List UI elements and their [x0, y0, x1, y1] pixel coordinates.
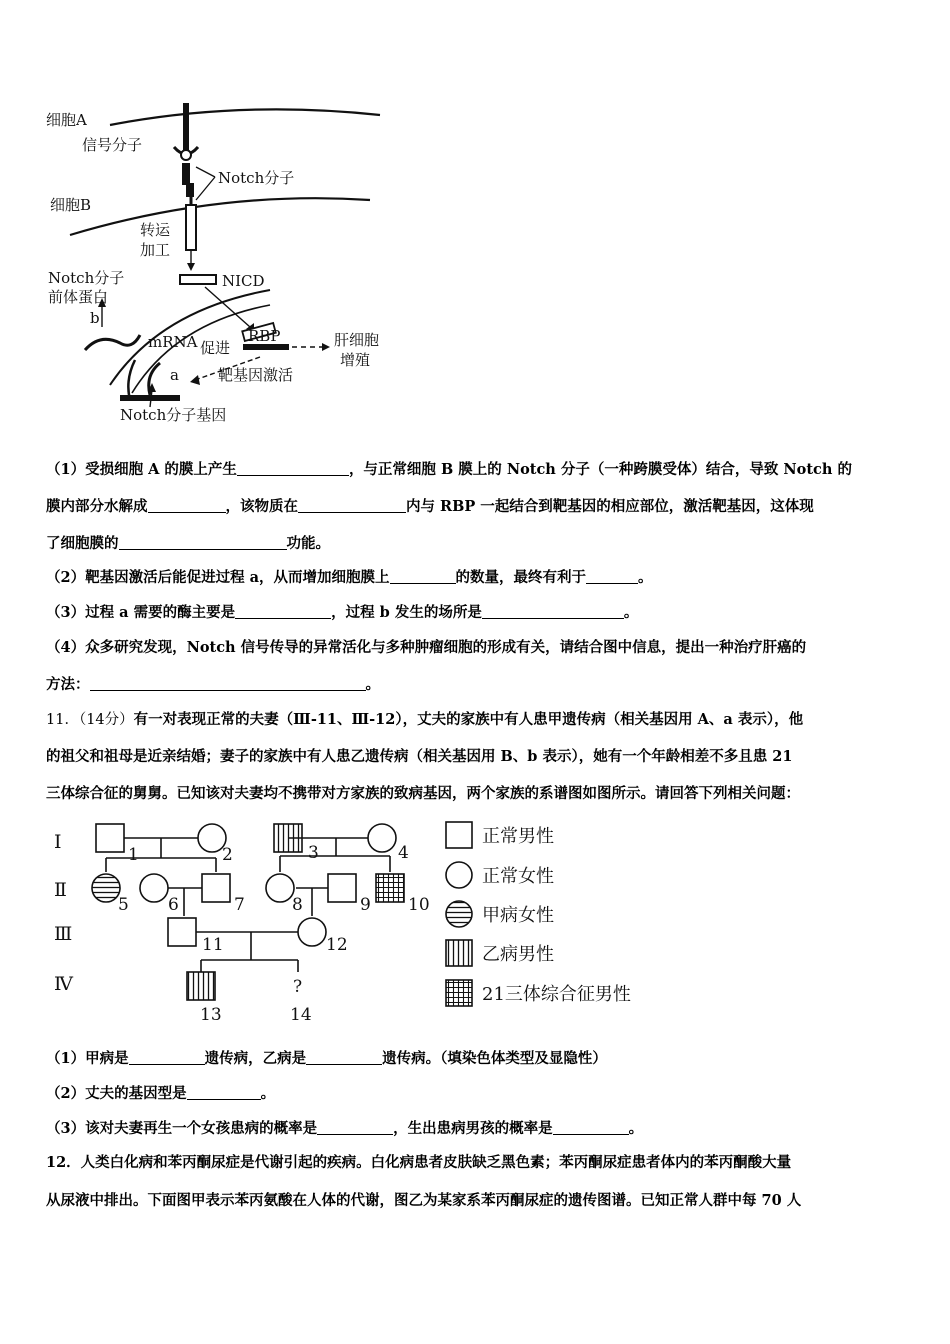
mrna-strand	[85, 335, 140, 350]
cell-a-membrane	[110, 109, 380, 125]
individual-7	[202, 874, 230, 902]
notch-gene	[120, 395, 180, 401]
id-label: 5	[118, 895, 129, 915]
legend-normal-female	[446, 862, 472, 888]
id-label: 8	[292, 895, 303, 915]
answer-blank[interactable]	[237, 460, 349, 476]
promote-label: 促进	[200, 339, 231, 357]
q10-line-6: （4）众多研究发现，Notch 信号传导的异常活化与多种肿瘤细胞的形成有关，请结合图中信息，提出一种治疗肝癌的	[46, 639, 807, 656]
q11-line-3: 三体综合征的舅舅。已知该对夫妻均不携带对方家族的致病基因，两个家族的系谱图如图所示。请回答下列相关问题：	[46, 785, 800, 802]
id-label: 6	[168, 895, 179, 915]
legend-label: 乙病男性	[482, 944, 554, 965]
liver-label-1: 肝细胞	[334, 331, 380, 349]
id-label: 11	[202, 935, 224, 955]
signal-label: 信号分子	[82, 136, 143, 154]
q10-line-7: 方法： 。	[46, 676, 380, 693]
q12-line-1: 12．人类白化病和苯丙酮尿症是代谢引起的疾病。白化病患者皮肤缺乏黑色素；苯丙酮尿症患者体内的苯丙酮酸大量	[46, 1154, 792, 1171]
q11-sub-3: （3）该对夫妻再生一个女孩患病的概率是 ，生出患病男孩的概率是 。	[46, 1120, 644, 1137]
id-label: 12	[326, 935, 348, 955]
notch-transmembrane	[186, 205, 196, 250]
legend-label: 正常女性	[482, 866, 554, 887]
id-label: 13	[200, 1005, 222, 1025]
generation-label: Ⅳ	[54, 973, 73, 995]
id-label: 9	[360, 895, 371, 915]
individual-6	[140, 874, 168, 902]
individual-1	[96, 824, 124, 852]
q10-line-4: （2）靶基因激活后能促进过程 a，从而增加细胞膜上 的数量，最终有利于 。	[46, 569, 653, 586]
cell-b-label: 细胞B	[50, 196, 92, 214]
gene-label: Notch分子基因	[120, 406, 227, 424]
q10-line-5: （3）过程 a 需要的酶主要是 ，过程 b 发生的场所是 。	[46, 604, 639, 621]
precursor-label-1: Notch分子	[48, 269, 125, 287]
unknown-label: ?	[293, 977, 303, 997]
generation-label: Ⅱ	[54, 879, 67, 901]
id-label: 14	[290, 1005, 312, 1025]
cell-b-membrane	[70, 198, 370, 235]
answer-blank[interactable]	[298, 497, 406, 513]
nicd-label: NICD	[222, 272, 265, 290]
signal-molecule	[183, 103, 189, 151]
q12-line-2: 从尿液中排出。下面图甲表示苯丙氨酸在人体的代谢，图乙为某家系苯丙酮尿症的遗传图谱。已知正常人群中每 70 人	[46, 1192, 802, 1209]
generation-label: Ⅰ	[54, 831, 62, 853]
answer-blank[interactable]	[553, 1119, 629, 1135]
individual-9	[328, 874, 356, 902]
legend-label: 甲病女性	[482, 905, 554, 926]
answer-blank[interactable]	[317, 1119, 393, 1135]
legend-disease-b-male	[446, 940, 472, 966]
answer-blank[interactable]	[306, 1049, 382, 1065]
a-label: a	[170, 366, 179, 384]
precursor-label-2: 前体蛋白	[48, 288, 109, 306]
transport-label-2: 加工	[140, 241, 171, 259]
liver-label-2: 增殖	[340, 351, 371, 369]
individual-12	[298, 918, 326, 946]
b-label: b	[90, 309, 100, 327]
legend-normal-male	[446, 822, 472, 848]
nicd-molecule	[180, 275, 216, 284]
individual-11	[168, 918, 196, 946]
legend-label: 正常男性	[482, 826, 554, 847]
answer-blank[interactable]	[187, 1084, 261, 1100]
id-label: 4	[398, 843, 409, 863]
answer-blank[interactable]	[119, 534, 287, 550]
individual-8	[266, 874, 294, 902]
q10-line-2: 膜内部分水解成 ，该物质在 内与 RBP 一起结合到靶基因的相应部位，激活靶基因，这体现	[46, 498, 814, 515]
target-label: 靶基因激活	[218, 366, 294, 384]
cell-a-label: 细胞A	[46, 111, 87, 129]
id-label: 10	[408, 895, 430, 915]
q11-sub-1: （1）甲病是 遗传病，乙病是 遗传病。（填染色体类型及显隐性）	[46, 1050, 607, 1067]
legend-disease-a-female	[446, 901, 472, 927]
individual-13	[187, 972, 215, 1000]
pedigree-chart	[46, 810, 666, 1035]
answer-blank[interactable]	[390, 568, 456, 584]
notch-signaling-diagram	[40, 95, 400, 440]
answer-blank[interactable]	[482, 603, 624, 619]
legend-trisomy-male	[446, 980, 472, 1006]
answer-blank[interactable]	[129, 1049, 205, 1065]
id-label: 7	[234, 895, 245, 915]
rbp-label: RBP	[248, 327, 281, 345]
notch-label: Notch分子	[218, 169, 295, 187]
individual-5	[92, 874, 120, 902]
generation-label: Ⅲ	[54, 923, 73, 945]
answer-blank[interactable]	[235, 603, 331, 619]
individual-4	[368, 824, 396, 852]
q11-sub-2: （2）丈夫的基因型是 。	[46, 1085, 276, 1102]
mrna-label: mRNA	[148, 333, 198, 351]
transport-label-1: 转运	[140, 221, 171, 239]
individual-3	[274, 824, 302, 852]
id-label: 2	[222, 845, 233, 865]
id-label: 1	[128, 845, 139, 865]
id-label: 3	[308, 843, 319, 863]
legend-label: 21三体综合征男性	[482, 984, 631, 1005]
answer-blank[interactable]	[148, 497, 226, 513]
q10-line-3: 了细胞膜的 功能。	[46, 535, 330, 552]
q10-line-1: （1）受损细胞 A 的膜上产生 ，与正常细胞 B 膜上的 Notch 分子（一种跨膜受体）结合，导致 Notch 的	[46, 461, 852, 478]
q11-line-1: 11．（14分）有一对表现正常的夫妻（Ⅲ-11、Ⅲ-12），丈夫的家族中有人患甲遗传病（相关基因用 A、a 表示），他	[46, 711, 804, 728]
answer-blank[interactable]	[586, 568, 638, 584]
individual-10	[376, 874, 404, 902]
answer-blank[interactable]	[90, 675, 366, 691]
q11-line-2: 的祖父和祖母是近亲结婚；妻子的家族中有人患乙遗传病（相关基因用 B、b 表示），她有一个年龄相差不多且患 21	[46, 748, 793, 765]
